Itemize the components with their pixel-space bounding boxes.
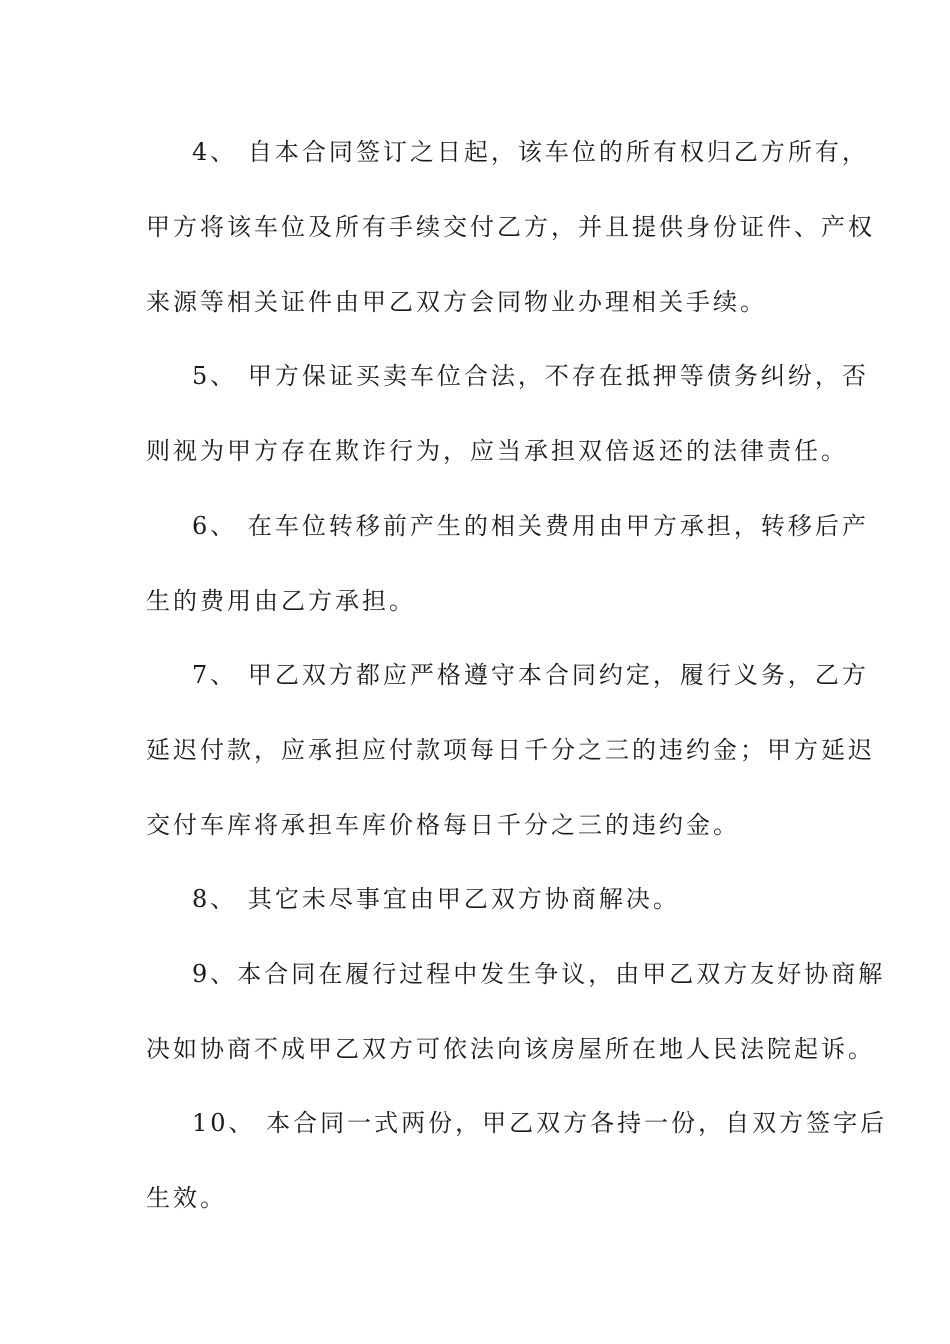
clause-10-line-1: 10、 本合同一式两份，甲乙双方各持一份，自双方签字后 [192, 1109, 888, 1137]
clause-9-line-1: 9、本合同在履行过程中发生争议，由甲乙双方友好协商解 [192, 960, 886, 988]
clause-6-line-1: 6、 在车位转移前产生的相关费用由甲方承担，转移后产 [192, 512, 869, 540]
clause-7-line-2: 延迟付款，应承担应付款项每日千分之三的违约金；甲方延迟 [146, 736, 875, 764]
clause-7-line-1: 7、 甲乙双方都应严格遵守本合同约定，履行义务，乙方 [192, 661, 869, 689]
clause-4-line-1: 4、 自本合同签订之日起，该车位的所有权归乙方所有， [192, 138, 869, 166]
clause-4-line-2: 甲方将该车位及所有手续交付乙方，并且提供身份证件、产权 [146, 213, 875, 241]
clause-10-line-2: 生效。 [146, 1184, 227, 1212]
clause-4-line-3: 来源等相关证件由甲乙双方会同物业办理相关手续。 [146, 288, 767, 316]
clause-7-line-3: 交付车库将承担车库价格每日千分之三的违约金。 [146, 811, 740, 839]
clause-8-line-1: 8、 其它未尽事宜由甲乙双方协商解决。 [192, 885, 680, 913]
clause-5-line-1: 5、 甲方保证买卖车位合法，不存在抵押等债务纠纷，否 [192, 362, 869, 390]
clause-6-line-2: 生的费用由乙方承担。 [146, 587, 416, 615]
clause-9-line-2: 决如协商不成甲乙双方可依法向该房屋所在地人民法院起诉。 [146, 1035, 875, 1063]
clause-5-line-2: 则视为甲方存在欺诈行为，应当承担双倍返还的法律责任。 [146, 437, 848, 465]
